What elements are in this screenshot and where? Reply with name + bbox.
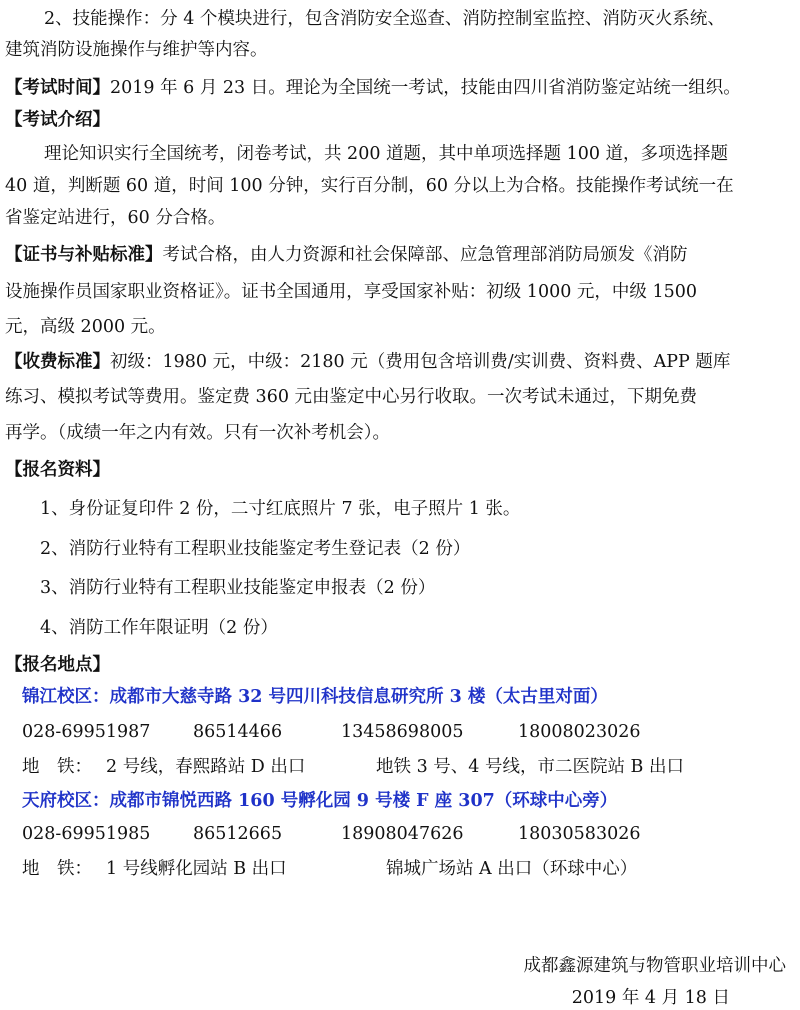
fees-text-line-1: 初级：1980 元，中级：2180 元（费用包含培训费/实训费、资料费、APP 题库 [110, 352, 731, 372]
materials-item: 2、消防行业特有工程职业技能鉴定考生登记表（2 份） [40, 539, 471, 559]
exam-intro-line-1: 理论知识实行全国统考，闭卷考试，共 200 道题，其中单项选择题 100 道，多项选择题 [44, 144, 729, 164]
campus-tianfu-metro-b: 锦城广场站 A 出口（环球中心） [386, 859, 638, 879]
campus-tianfu-title: 天府校区：成都市锦悦西路 160 号孵化园 9 号楼 F 座 307（环球中心旁） [22, 791, 618, 811]
certificate-label: 【证书与补贴标准】 [5, 245, 163, 265]
exam-time-label: 【考试时间】 [5, 78, 110, 98]
skills-item-line-1: 2、技能操作：分 4 个模块进行，包含消防安全巡查、消防控制室监控、消防灭火系统、 [44, 9, 725, 29]
exam-time-paragraph [5, 76, 741, 100]
campus-jinjiang-phone: 18008023026 [518, 722, 641, 742]
campus-jinjiang-metro-b: 地铁 3 号、4 号线，市二医院站 B 出口 [376, 757, 684, 777]
skills-item-line-2: 建筑消防设施操作与维护等内容。 [5, 40, 268, 60]
campus-jinjiang-phone: 86514466 [193, 722, 283, 742]
campus-tianfu-phone: 18908047626 [341, 824, 464, 844]
exam-intro-line-2: 40 道，判断题 60 道，时间 100 分钟，实行百分制，60 分以上为合格。技能操作考试统一在 [5, 176, 734, 196]
exam-intro-line-3: 省鉴定站进行，60 分合格。 [5, 208, 226, 228]
campus-jinjiang-metro-label: 地 铁： [22, 757, 92, 777]
fees-paragraph-line-1 [5, 350, 730, 374]
campus-tianfu-phone: 028-69951985 [22, 824, 151, 844]
exam-intro-heading: 【考试介绍】 [5, 110, 110, 130]
campus-tianfu-metro-label: 地 铁： [22, 859, 92, 879]
certificate-paragraph-line-1 [5, 243, 688, 267]
campus-tianfu-metro-a: 1 号线孵化园站 B 出口 [106, 859, 287, 879]
footer-date: 2019 年 4 月 18 日 [571, 988, 730, 1008]
fees-line-2: 练习、模拟考试等费用。鉴定费 360 元由鉴定中心另行收取。一次考试未通过，下期免费 [5, 387, 698, 407]
campus-jinjiang-phone: 028-69951987 [22, 722, 151, 742]
materials-heading: 【报名资料】 [5, 460, 110, 480]
certificate-line-2: 设施操作员国家职业资格证》。证书全国通用，享受国家补贴：初级 1000 元，中级 1500 [5, 282, 698, 302]
footer-organization: 成都鑫源建筑与物管职业培训中心 [523, 956, 786, 976]
campus-jinjiang-phone: 13458698005 [341, 722, 464, 742]
fees-label: 【收费标准】 [5, 352, 110, 372]
campus-tianfu-phone: 18030583026 [518, 824, 641, 844]
materials-item: 1、身份证复印件 2 份，二寸红底照片 7 张，电子照片 1 张。 [40, 499, 521, 519]
campus-jinjiang-title: 锦江校区：成都市大慈寺路 32 号四川科技信息研究所 3 楼（太古里对面） [22, 687, 608, 707]
exam-time-text: 2019 年 6 月 23 日。理论为全国统一考试，技能由四川省消防鉴定站统一组织。 [110, 78, 741, 98]
materials-item: 4、消防工作年限证明（2 份） [40, 618, 278, 638]
certificate-line-3: 元，高级 2000 元。 [5, 317, 166, 337]
certificate-text-line-1: 考试合格，由人力资源和社会保障部、应急管理部消防局颁发《消防 [162, 245, 688, 265]
materials-item: 3、消防行业特有工程职业技能鉴定申报表（2 份） [40, 578, 436, 598]
campus-tianfu-phone: 86512665 [193, 824, 283, 844]
fees-line-3: 再学。（成绩一年之内有效。只有一次补考机会）。 [5, 423, 390, 443]
locations-heading: 【报名地点】 [5, 655, 110, 675]
campus-jinjiang-metro-a: 2 号线，春熙路站 D 出口 [106, 757, 306, 777]
